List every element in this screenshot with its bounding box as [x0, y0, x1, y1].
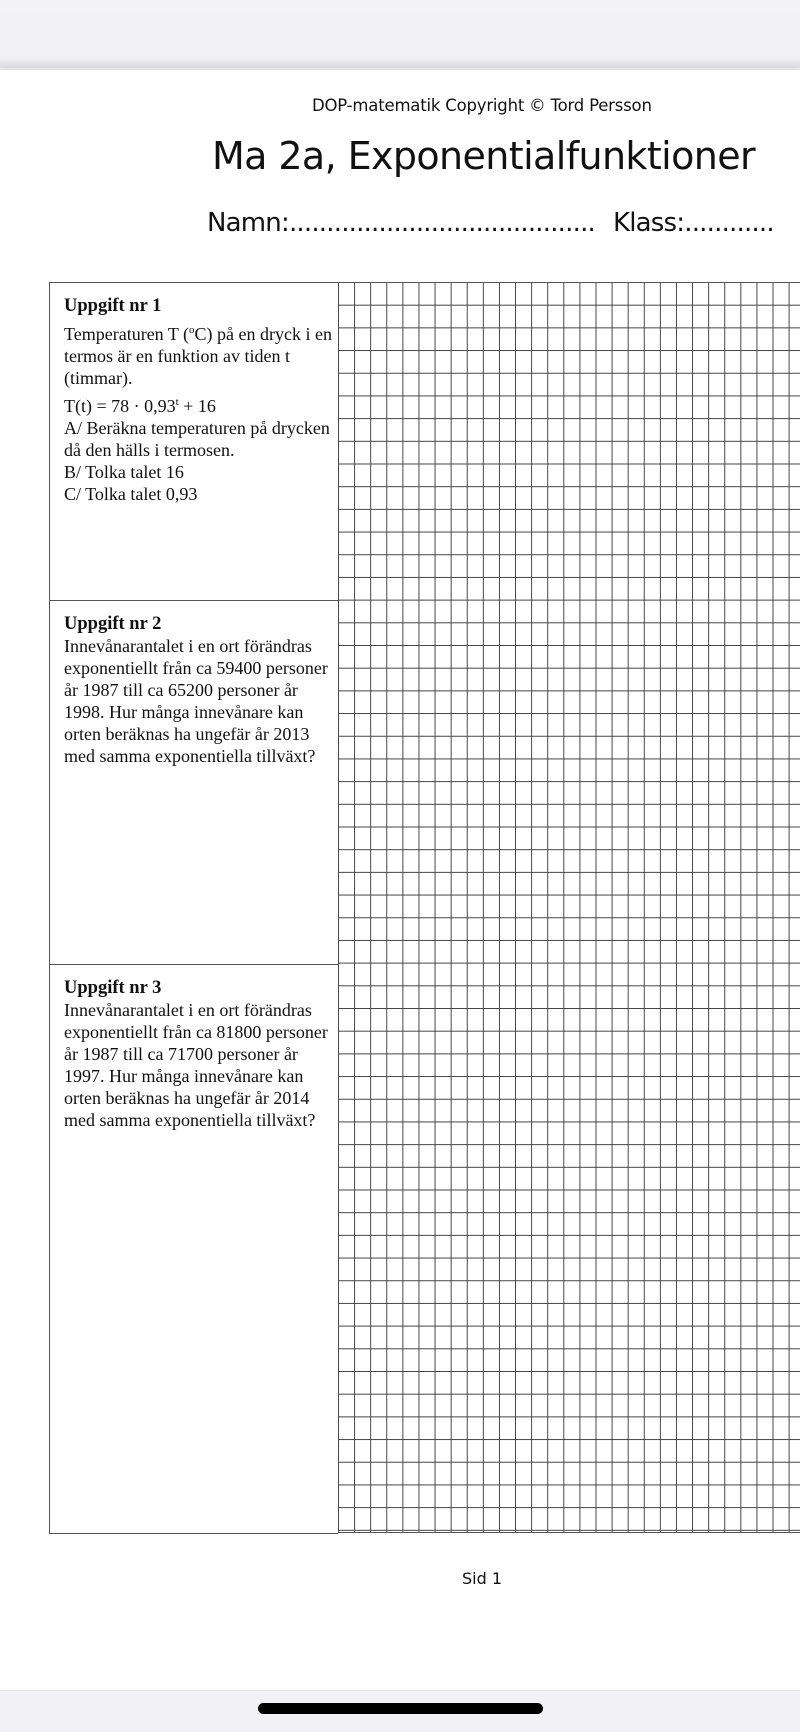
page-number: Sid 1 [462, 1569, 503, 1588]
name-field-label: Namn:......................................... [207, 208, 595, 238]
task-title: Uppgift nr 1 [64, 296, 162, 316]
task-title: Uppgift nr 2 [64, 614, 162, 634]
task-cell-2 [49, 600, 338, 964]
task-cell-3 [49, 964, 338, 1534]
task-title: Uppgift nr 3 [64, 978, 162, 998]
copyright-line: DOP-matematik Copyright © Tord Persson [312, 96, 652, 115]
task-text: Innevånarantalet i en ort förändras exponentiellt från ca 81800 personer år 1987 till ca 71700 personer år 1997. Hur många innevånare kan orten beräknas ha ungefär år 2014 med samma exponentiella tillväxt? [64, 1000, 328, 1130]
home-indicator[interactable] [258, 1703, 543, 1714]
page-title: Ma 2a, Exponentialfunktioner [212, 134, 756, 178]
name-class-line [207, 208, 774, 238]
class-field-label: Klass:............ [613, 208, 774, 238]
task-intro: Temperaturen T ($^o$C) på en dryck i en termos är en funktion av tiden t (timmar). [64, 324, 332, 388]
task-part-c: C/ Tolka talet 0,93 [64, 484, 198, 504]
top-status-area [0, 0, 800, 68]
answer-grid [338, 282, 800, 1533]
task-formula: $T(t) = 78 \cdot 0,93^t + 16$ [64, 396, 216, 416]
task-part-a: A/ Beräkna temperaturen på drycken då den hälls i termosen. [64, 418, 330, 460]
task-text: Innevånarantalet i en ort förändras exponentiellt från ca 59400 personer år 1987 till ca 65200 personer år 1998. Hur många innevånare kan orten beräknas ha ungefär år 2013 med samma exponentiella tillväxt? [64, 636, 328, 766]
task-cell-1 [49, 282, 338, 600]
task-part-b: B/ Tolka talet 16 [64, 462, 184, 482]
worksheet-table [49, 282, 800, 1532]
